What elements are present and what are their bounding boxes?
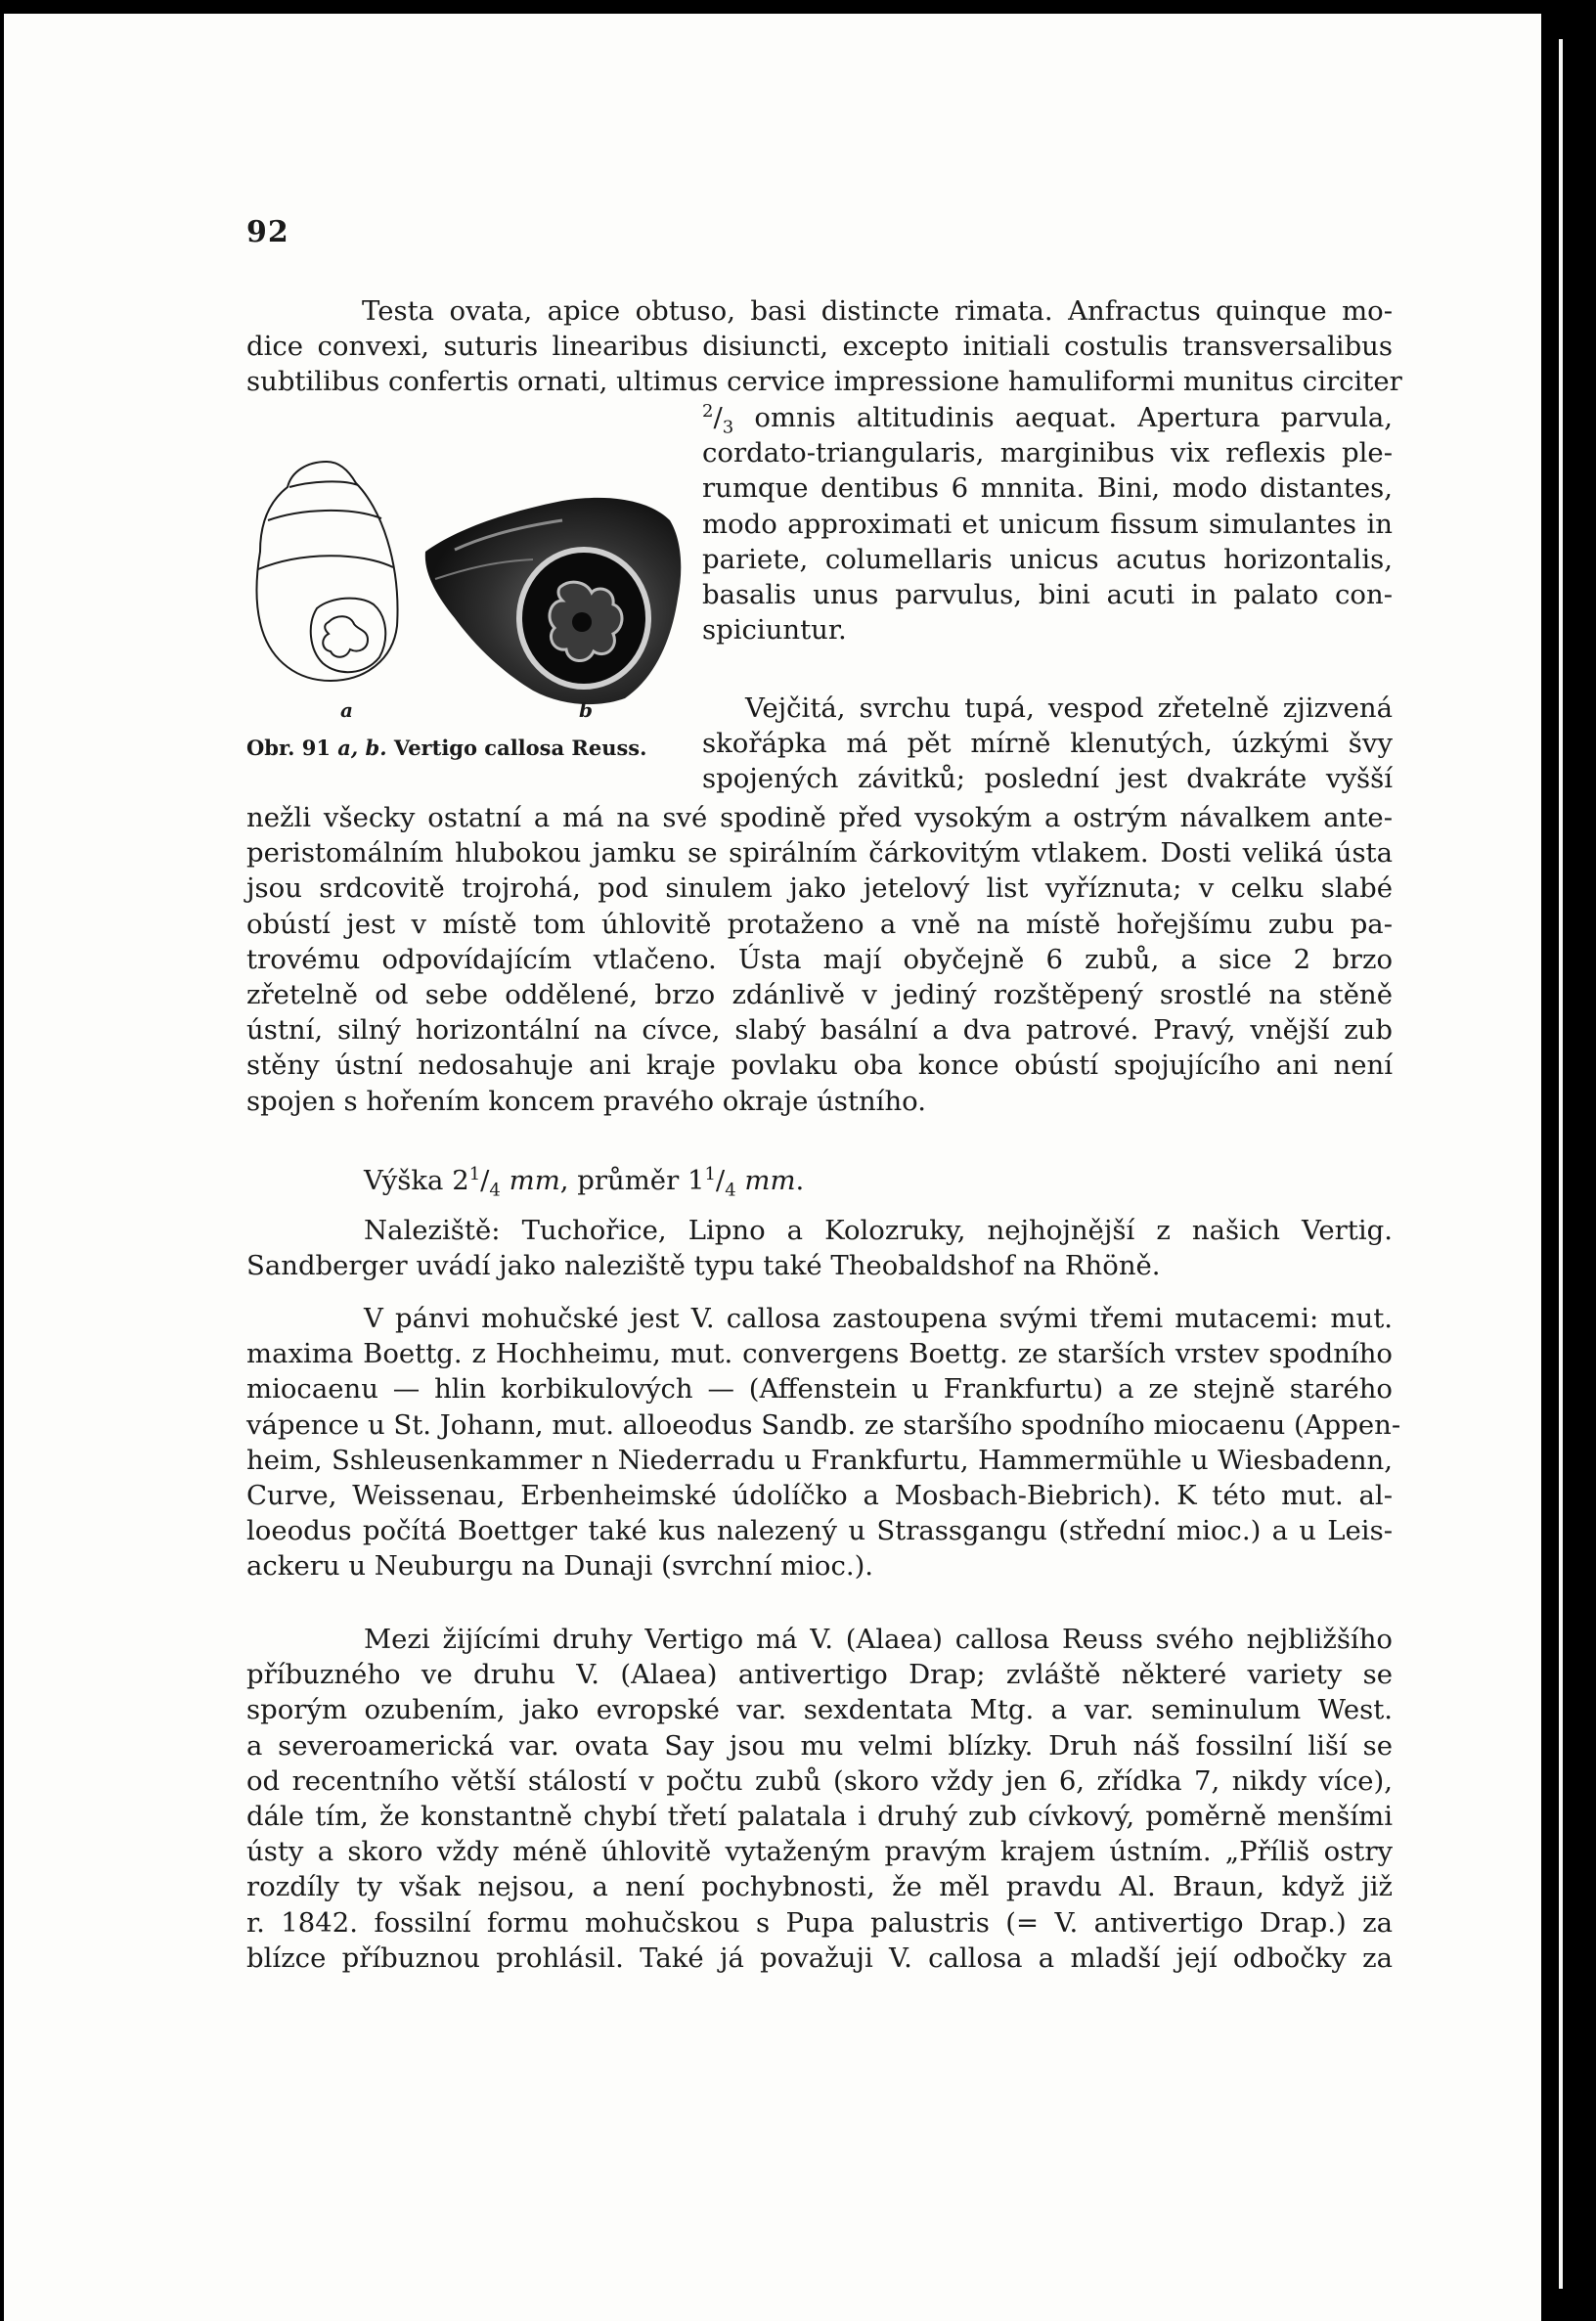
text-line-content: omnis altitudinis aequat. Apertura parvula, <box>754 402 1393 433</box>
localities-paragraph <box>246 1213 1393 1283</box>
text-line: r. 1842. fossilní formu mohučskou s Pupa palustris (= V. antivertigo Drap.) za <box>246 1906 1393 1939</box>
text-line: peristomálním hlubokou jamku se spirálním čárkovitým vtlakem. Dosti veliká ústa <box>246 837 1393 870</box>
czech-description-wrap <box>702 691 1393 797</box>
text-line: spojen s hořením koncem pravého okraje ústního. <box>246 1085 926 1117</box>
text-line: Mezi žijícími druhy Vertigo má V. (Alaea) callosa Reuss svého nejbližšího <box>364 1624 1393 1655</box>
page-number: 92 <box>246 215 289 249</box>
text-line: modo approximati et unicum fissum simulantes in <box>702 508 1393 540</box>
text-line: rumque dentibus 6 mnnita. Bini, modo distantes, <box>702 472 1393 505</box>
caption-prefix: Obr. 91 <box>246 736 338 760</box>
text-line: skořápka má pět mírně klenutých, úzkými švy <box>702 728 1393 760</box>
text-line: cordato-triangularis, marginibus vix reflexis ple- <box>702 437 1393 469</box>
text-line: V pánvi mohučské jest V. callosa zastoupena svými třemi mutacemi: mut. <box>364 1303 1393 1334</box>
figure-a-shell-outline <box>252 458 401 685</box>
latin-diagnosis-intro <box>246 293 1402 400</box>
text-line: pariete, columellaris unicus acutus horizontalis, <box>702 543 1393 575</box>
living-species-paragraph <box>246 1622 1393 1976</box>
text-line: Vejčitá, svrchu tupá, vespod zřetelně zjizvená <box>745 692 1393 724</box>
diameter-label: , průměr 1 <box>559 1165 705 1196</box>
czech-description-main <box>246 800 1393 1119</box>
fraction-denominator: 4 <box>489 1180 501 1201</box>
fraction-numerator: 1 <box>704 1163 716 1184</box>
text-line: $^2/_3$ omnis altitudinis aequat. Apertura parvula, <box>702 400 1393 438</box>
text-line: stěny ústní nedosahuje ani kraje povlaku oba konce obústí spojujícího ani není <box>246 1049 1393 1082</box>
text-line: sporým ozubením, jako evropské var. sexdentata Mtg. a var. seminulum West. <box>246 1694 1393 1726</box>
text-line: ústy a skoro vždy méně úhlovitě vytaženým pravým krajem ústním. „Příliš ostry <box>246 1836 1393 1868</box>
text-line: jsou srdcovitě trojrohá, pod sinulem jako jetelový list vyříznuta; v celku slabé <box>246 872 1393 905</box>
unit: mm <box>744 1165 796 1196</box>
text-line: subtilibus confertis ornati, ultimus cervice impressione hamuliformi munitus circiter <box>246 366 1402 398</box>
figure-label-b: b <box>579 698 593 722</box>
unit: mm <box>509 1165 560 1196</box>
text-line: Sandberger uvádí jako naleziště typu také Theobaldshof na Rhöně. <box>246 1250 1161 1282</box>
fraction-numerator: 2 <box>702 400 714 422</box>
text-line: spojených závitků; poslední jest dvakráte vyšší <box>702 763 1393 795</box>
text-line: loeodus počítá Boettger také kus nalezený u Strassgangu (střední mioc.) a u Leis- <box>246 1515 1393 1547</box>
scan-edge-right <box>1541 0 1596 2321</box>
text-line: zřetelně od sebe oddělené, brzo zdánlivě v jediný rozštěpený srostlé na stěně <box>246 979 1393 1011</box>
fraction-denominator: 3 <box>722 417 734 438</box>
text-line: dále tím, že konstantně chybí třetí palatala i druhý zub cívkový, poměrně menšími <box>246 1801 1393 1833</box>
text-line: Naleziště: Tuchořice, Lipno a Kolozruky, nejhojnější z našich Vertig. <box>364 1215 1393 1246</box>
figure-b-aperture-photo <box>416 491 685 708</box>
text-line: dice convexi, suturis linearibus disiuncti, excepto initiali costulis transversalibus <box>246 331 1393 363</box>
latin-diagnosis-wrap <box>702 400 1393 647</box>
text-line: vápence u St. Johann, mut. alloeodus Sandb. ze staršího spodního miocaenu (Appen- <box>246 1408 1401 1441</box>
text-line: Testa ovata, apice obtuso, basi distincte rimata. Anfractus quinque mo- <box>362 295 1393 327</box>
text-line: basalis unus parvulus, bini acuti in palato con- <box>702 579 1393 611</box>
measurements <box>246 1163 1393 1201</box>
text-line: obústí jest v místě tom úhlovitě protaženo a vně na místě hořejšímu zubu pa- <box>246 908 1393 940</box>
text-line: blízce příbuznou prohlásil. Také já považuji V. callosa a mladší její odbočky za <box>246 1942 1393 1974</box>
scan-page-edge-line <box>1559 39 1563 2289</box>
caption-ab: a, b. <box>337 736 387 760</box>
text-line: miocaenu — hlin korbikulových — (Affenstein u Frankfurtu) a ze stejně starého <box>246 1373 1393 1406</box>
text-line: ackeru u Neuburgu na Dunaji (svrchní mioc.). <box>246 1550 874 1583</box>
height-label: Výška 2 <box>364 1165 469 1196</box>
mainz-basin-paragraph <box>246 1301 1401 1585</box>
fraction-numerator: 1 <box>468 1163 481 1184</box>
text-line: Curve, Weissenau, Erbenheimské údolíčko a Mosbach-Biebrich). K této mut. al- <box>246 1480 1393 1512</box>
text-line: nežli všecky ostatní a má na své spodině před vysokým a ostrým návalkem ante- <box>246 802 1393 833</box>
text-line: a severoamerická var. ovata Say jsou mu velmi blízky. Druh náš fossilní liší se <box>246 1729 1393 1762</box>
text-line: Výška $2^1/_4$ mm, průměr $1^1/_4$ mm. <box>364 1163 805 1201</box>
text-line: spiciuntur. <box>702 614 847 647</box>
text-line: maxima Boettg. z Hochheimu, mut. convergens Boettg. ze starších vrstev spodního <box>246 1338 1393 1370</box>
text-line: trovému odpovídajícím vtlačeno. Ústa mají obyčejně 6 zubů, a sice 2 brzo <box>246 943 1393 975</box>
text-line: od recentního větší stálostí v počtu zubů (skoro vždy jen 6, zřídka 7, nikdy více), <box>246 1764 1393 1797</box>
text-line: ústní, silný horizontální na cívce, slabý basální a dva patrové. Pravý, vnější zub <box>246 1014 1393 1047</box>
fraction-denominator: 4 <box>725 1180 736 1201</box>
text-line: rozdíly ty však nejsou, a není pochybnosti, že měl pravdu Al. Braun, když již <box>246 1871 1393 1903</box>
figure-label-a: a <box>340 698 353 722</box>
text-line: heim, Sshleusenkammer n Niederradu u Frankfurtu, Hammermühle u Wiesbadenn, <box>246 1444 1393 1476</box>
figure-caption <box>246 736 646 760</box>
end-period: . <box>795 1165 805 1196</box>
caption-name: Vertigo callosa Reuss. <box>386 736 647 760</box>
text-line: příbuzného ve druhu V. (Alaea) antivertigo Drap; zvláště některé variety se <box>246 1659 1393 1691</box>
